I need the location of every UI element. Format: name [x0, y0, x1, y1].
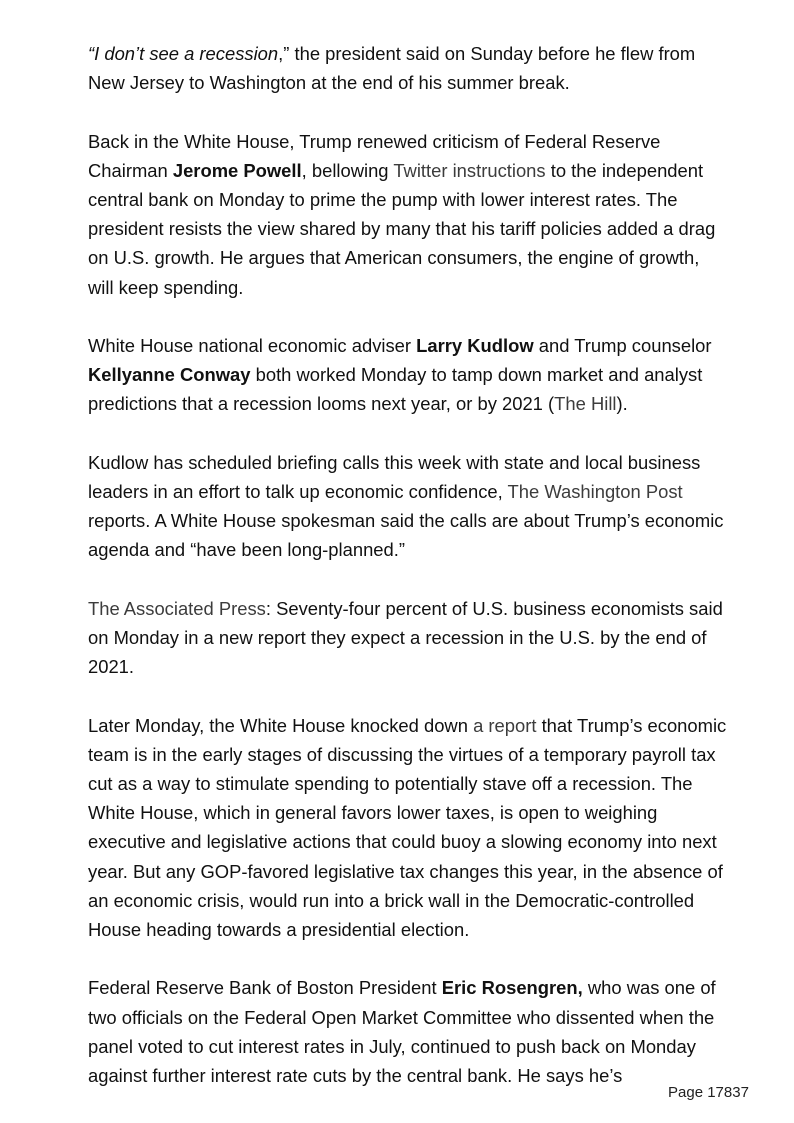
- paragraph-text: Back in the White House, Trump renewed criticism of Federal Reserve Chairman: [88, 130, 661, 181]
- paragraph-kudlow-conway: [88, 331, 728, 419]
- paragraph-text: both worked Monday to tamp down market and analyst predictions that a recession looms next year, or by 2021 (: [88, 364, 703, 415]
- person-name: Jerome Powell: [172, 159, 302, 181]
- paragraph-associated-press: [88, 594, 728, 682]
- a-report-link[interactable]: a report: [473, 714, 537, 736]
- paragraph-rosengren: [88, 973, 728, 1090]
- paragraph-powell: [88, 127, 728, 302]
- paragraph-text: that Trump’s economic team is in the early stages of discussing the virtues of a temporary payroll tax cut as a way to stimulate spending to potentially stave off a recession. The White House, which in general favors lower taxes, is open to weighing executive and legislative actions that could buoy a slowing economy into next year. But any GOP-favored legislative tax changes this year, in the absence of an economic crisis, would run into a brick wall in the Democratic-controlled House heading towards a presidential election.: [88, 714, 727, 941]
- paragraph-text: , bellowing: [301, 159, 394, 181]
- paragraph-text: and Trump counselor: [533, 335, 712, 356]
- paragraph-briefing-calls: [88, 448, 728, 565]
- associated-press-link[interactable]: The Associated Press: [88, 597, 266, 619]
- washington-post-link[interactable]: The Washington Post: [507, 481, 683, 502]
- paragraph-text: to the independent central bank on Monday to prime the pump with lower interest rates. The president resists the view shared by many that his tariff policies added a drag on U.S. growth. He argues that American consumers, the engine of growth, will keep spending.: [88, 159, 716, 298]
- document-body: [88, 39, 728, 1090]
- twitter-instructions-link[interactable]: Twitter instructions: [393, 159, 546, 181]
- paragraph-text: Later Monday, the White House knocked down: [88, 714, 474, 736]
- paragraph-text: ).: [616, 393, 628, 415]
- paragraph-text: reports. A White House spokesman said the calls are about Trump’s economic agenda and “have been long-planned.”: [88, 510, 724, 561]
- paragraph-payroll-tax: [88, 711, 728, 945]
- paragraph-text: : Seventy-four percent of U.S. business economists said on Monday in a new report they expect a recession in the U.S. by the end of 2021.: [88, 597, 723, 678]
- person-name: Kellyanne Conway: [88, 364, 251, 386]
- paragraph-text: ,” the president said on Sunday before he flew from New Jersey to Washington at the end of his summer break.: [88, 43, 696, 94]
- paragraph-text: Federal Reserve Bank of Boston President: [88, 977, 442, 999]
- page-number: Page 17837: [668, 1084, 749, 1101]
- quote-text: “I don’t see a recession: [88, 43, 279, 64]
- paragraph-text: who was one of two officials on the Federal Open Market Committee who dissented when the panel voted to cut interest rates in July, continued to push back on Monday against further interest rate cuts by the central bank. He says he’s: [88, 977, 716, 1087]
- person-name: Larry Kudlow: [416, 335, 534, 356]
- person-name: Eric Rosengren,: [441, 977, 583, 999]
- paragraph-text: Kudlow has scheduled briefing calls this week with state and local business leaders in an effort to talk up economic confidence,: [88, 451, 701, 502]
- paragraph-text: White House national economic adviser: [88, 335, 417, 356]
- paragraph-recession-quote: [88, 39, 728, 97]
- the-hill-link[interactable]: The Hill: [554, 393, 617, 415]
